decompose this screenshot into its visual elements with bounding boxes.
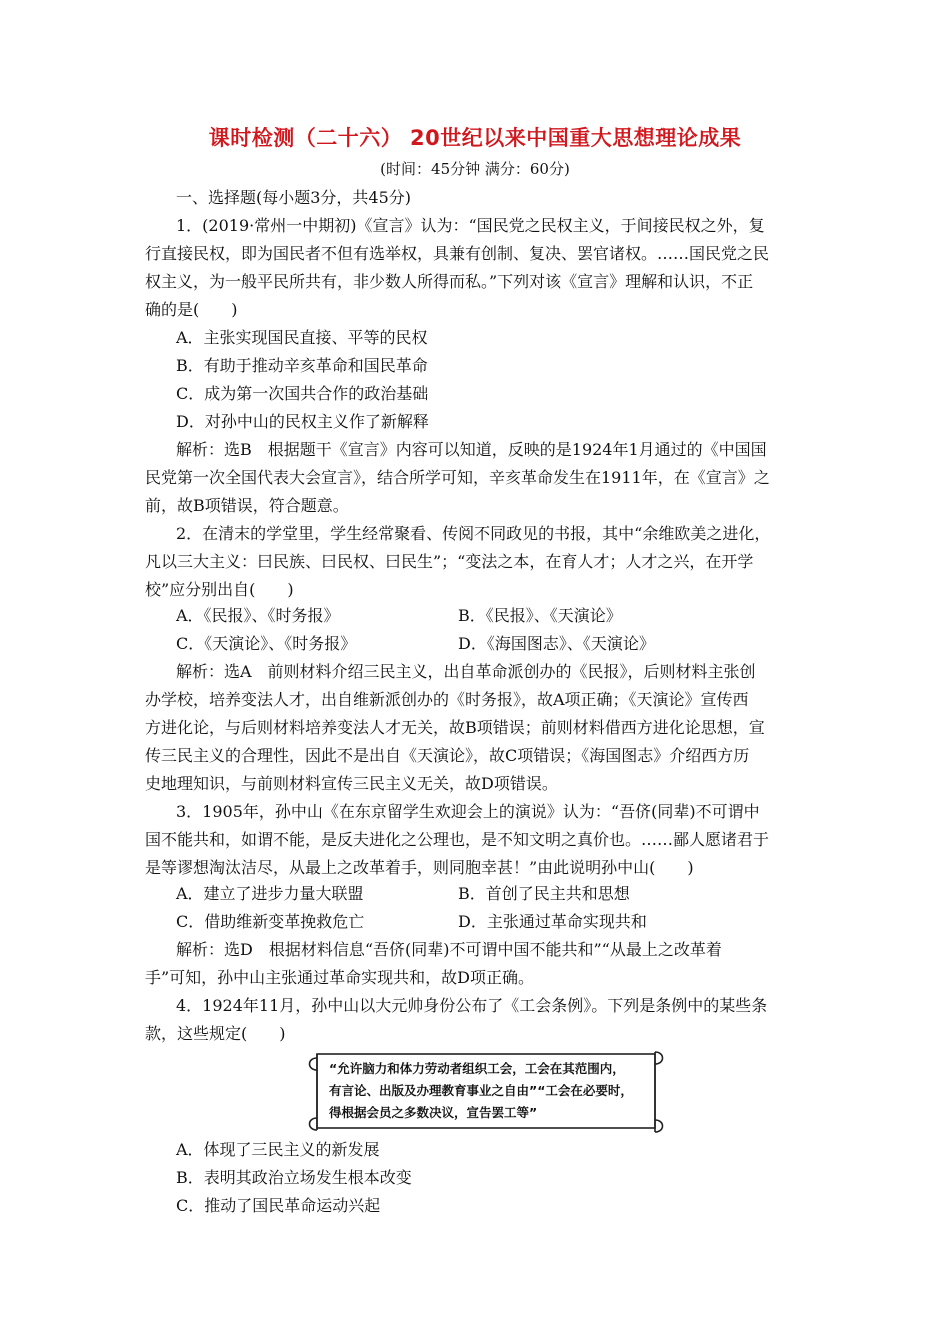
q4-option-a: A．体现了三民主义的新发展 <box>176 1140 380 1159</box>
q2-analysis-line: 传三民主义的合理性，因此不是出自《天演论》，故C项错误；《海国图志》介绍西方历 <box>145 746 750 765</box>
q1-stem-line: 行直接民权，即为国民者不但有选举权，具兼有创制、复决、罢官诸权。……国民党之民 <box>145 244 770 263</box>
q2-stem-line: 校”应分别出自( ) <box>145 580 294 599</box>
q1-stem-line: 1．(2019·常州一中期初)《宣言》认为：“国民党之民权主义，于间接民权之外，复 <box>176 216 765 235</box>
q2-analysis-line: 办学校，培养变法人才，出自维新派创办的《时务报》，故A项正确；《天演论》宣传西 <box>145 690 749 709</box>
q2-option-d: D．《海国图志》、《天演论》 <box>458 634 655 653</box>
q1-option-c: C．成为第一次国共合作的政治基础 <box>176 384 429 403</box>
q2-option-c: C．《天演论》、《时务报》 <box>176 634 357 653</box>
quote-scroll-figure <box>303 1048 665 1134</box>
scroll-quote-line: 得根据会员之多数决议，宣告罢工等” <box>329 1105 538 1120</box>
q1-analysis-line: 民党第一次全国代表大会宣言》，结合所学可知，辛亥革命发生在1911年，在《宣言》之 <box>145 468 770 487</box>
q3-stem-line: 国不能共和，如谓不能，是反夫进化之公理也，是不知文明之真价也。……鄙人愿诸君于 <box>145 830 770 849</box>
q3-option-d: D．主张通过革命实现共和 <box>458 912 647 931</box>
section-heading: 一、选择题(每小题3分，共45分) <box>176 188 412 207</box>
q2-analysis-line: 解析：选A 前则材料介绍三民主义，出自革命派创办的《民报》，后则材料主张创 <box>176 662 756 681</box>
q3-option-c: C．借助维新变革挽救危亡 <box>176 912 365 931</box>
q2-option-b: B．《民报》、《天演论》 <box>458 606 622 625</box>
q4-option-c: C．推动了国民革命运动兴起 <box>176 1196 381 1215</box>
scroll-quote-line: “允许脑力和体力劳动者组织工会，工会在其范围内， <box>329 1061 625 1076</box>
q1-option-a: A．主张实现国民直接、平等的民权 <box>176 328 428 347</box>
q2-option-a: A．《民报》、《时务报》 <box>176 606 340 625</box>
q2-analysis-line: 史地理知识，与前则材料宣传三民主义无关，故D项错误。 <box>145 774 558 793</box>
q2-analysis-line: 方进化论，与后则材料培养变法人才无关，故B项错误；前则材料借西方进化论思想，宣 <box>145 718 765 737</box>
q3-option-a: A．建立了进步力量大联盟 <box>176 884 364 903</box>
q1-option-b: B．有助于推动辛亥革命和国民革命 <box>176 356 428 375</box>
q3-stem-line: 是等谬想淘汰洁尽，从最上之改革着手，则同胞幸甚！”由此说明孙中山( ) <box>145 858 694 877</box>
q1-option-d: D．对孙中山的民权主义作了新解释 <box>176 412 429 431</box>
q3-stem-line: 3．1905年，孙中山《在东京留学生欢迎会上的演说》认为：“吾侪(同辈)不可谓中 <box>176 802 760 821</box>
q2-stem-line: 凡以三大主义：曰民族、曰民权、曰民生”；“变法之本，在育人才；人才之兴，在开学 <box>145 552 754 571</box>
q2-stem-line: 2．在清末的学堂里，学生经常聚看、传阅不同政见的书报，其中“余维欧美之进化， <box>176 524 771 543</box>
q3-analysis-line: 手”可知，孙中山主张通过革命实现共和，故D项正确。 <box>145 968 535 987</box>
scroll-quote-line: 有言论、出版及办理教育事业之自由”“工会在必要时， <box>329 1083 633 1098</box>
q1-analysis-line: 前，故B项错误，符合题意。 <box>145 496 349 515</box>
q1-stem-line: 确的是( ) <box>145 300 238 319</box>
q3-analysis-line: 解析：选D 根据材料信息“吾侪(同辈)不可谓中国不能共和”“从最上之改革着 <box>176 940 722 959</box>
q1-analysis-line: 解析：选B 根据题干《宣言》内容可以知道，反映的是1924年1月通过的《中国国 <box>176 440 767 459</box>
page-subtitle: (时间：45分钟 满分：60分) <box>380 160 570 178</box>
q4-stem-line: 款，这些规定( ) <box>145 1024 286 1043</box>
page-title: 课时检测（二十六） 20世纪以来中国重大思想理论成果 <box>208 126 742 150</box>
q1-stem-line: 权主义，为一般平民所共有，非少数人所得而私。”下列对该《宣言》理解和认识，不正 <box>145 272 754 291</box>
q4-stem-line: 4．1924年11月，孙中山以大元帅身份公布了《工会条例》。下列是条例中的某些条 <box>176 996 768 1015</box>
q4-option-b: B．表明其政治立场发生根本改变 <box>176 1168 412 1187</box>
q3-option-b: B．首创了民主共和思想 <box>458 884 630 903</box>
